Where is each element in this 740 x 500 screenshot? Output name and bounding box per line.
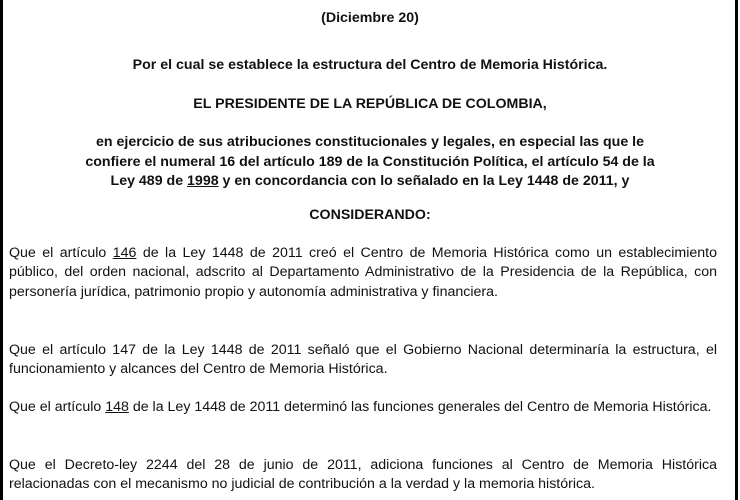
paragraph-1-suffix: de la Ley 1448 de 2011 creó el Centro de Memoria Histórica como un establecimiento público, del orden nacional, adscrito al Departamento Administrativo de la Presidencia de la República, con personería jurídica, patrimonio propio y autonomía administrativa y financiera. [9,245,717,300]
powers-line-3 [111,173,630,189]
paragraph-1-prefix: Que el artículo [9,245,113,261]
legal-powers [0,133,740,192]
paragraph-3-suffix: de la Ley 1448 de 2011 determinó las funciones generales del Centro de Memoria Histórica. [128,399,712,415]
powers-line-1: en ejercicio de sus atribuciones constitucionales y legales, en especial las que le [95,134,645,150]
paragraph-article-148 [9,398,717,417]
article-146-link: 146 [112,245,137,261]
powers-line-3-suffix: y en concordancia con lo señalado en la Ley 1448 de 2011, y [218,173,630,189]
considerando-heading: CONSIDERANDO: [309,207,431,223]
powers-line-3-prefix: Ley 489 de [110,173,188,189]
date-line: (Diciembre 20) [321,10,419,26]
issuer-heading: EL PRESIDENTE DE LA REPÚBLICA DE COLOMBIA, [193,96,547,112]
page-border-left [0,0,3,500]
powers-line-2: confiere el numeral 16 del artículo 189 de la Constitución Política, el artículo 54 de la [85,153,655,170]
law-year-link: 1998 [187,173,219,189]
paragraph-article-146 [9,244,717,302]
article-148-link: 148 [105,399,129,415]
decree-subject: Por el cual se establece la estructura del Centro de Memoria Histórica. [132,57,608,73]
paragraph-article-147: Que el artículo 147 de la Ley 1448 de 2011 señaló que el Gobierno Nacional determinaría la estructura, el funcionamiento y alcances del Centro de Memoria Histórica. [9,342,717,378]
paragraph-decree-2244: Que el Decreto-ley 2244 del 28 de junio de 2011, adiciona funciones al Centro de Memoria Histórica relacionadas con el mecanismo no judicial de contribución a la verdad y la memoria histórica. [9,457,717,493]
page-border-right [735,0,738,500]
paragraph-3-prefix: Que el artículo [9,399,106,415]
